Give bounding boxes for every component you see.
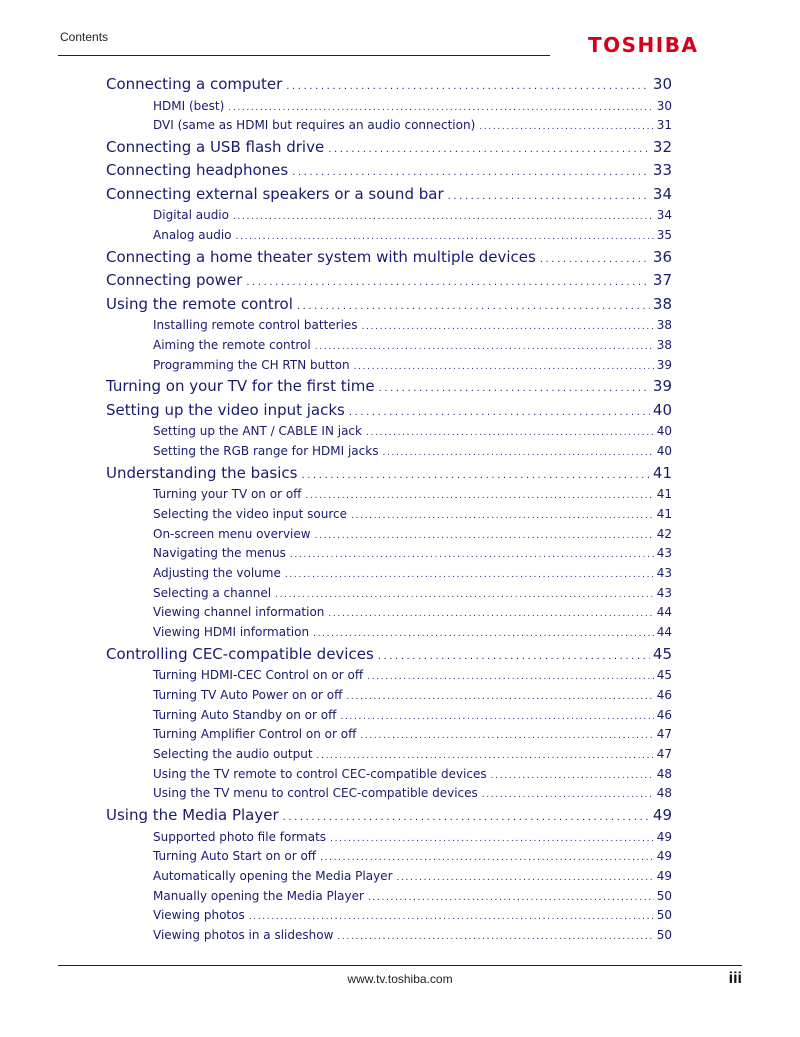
toc-entry-section[interactable]	[106, 926, 672, 946]
toc-entry-title: Manually opening the Media Player	[153, 888, 364, 903]
toc-entry-title: Programming the CH RTN button	[153, 357, 350, 372]
toc-entry-section[interactable]	[106, 485, 672, 505]
toc-entry-section[interactable]	[106, 544, 672, 564]
footer-url[interactable]: www.tv.toshiba.com	[347, 972, 453, 986]
toc-entry-section[interactable]	[106, 442, 672, 462]
dot-leader	[285, 566, 654, 584]
toc-entry-chapter[interactable]	[106, 399, 672, 423]
dot-leader	[351, 507, 654, 525]
toc-entry-chapter[interactable]	[106, 136, 672, 160]
dot-leader	[286, 75, 650, 97]
toc-entry-page: 49	[652, 806, 672, 824]
dot-leader	[366, 424, 654, 442]
dot-leader	[246, 271, 650, 293]
dot-leader	[292, 161, 650, 183]
toc-entry-title: Turning Amplifier Control on or off	[153, 727, 357, 742]
toc-entry-title: On-screen menu overview	[153, 526, 311, 541]
toc-entry-section[interactable]	[106, 867, 672, 887]
footer-page-number: iii	[728, 970, 742, 987]
dot-leader	[337, 928, 653, 946]
dot-leader	[378, 645, 650, 667]
toc-entry-section[interactable]	[106, 97, 672, 117]
toc-entry-page: 49	[656, 849, 672, 864]
toc-entry-title: Turning on your TV for the first time	[106, 377, 375, 396]
toc-entry-title: Using the Media Player	[106, 806, 279, 824]
toc-entry-page: 48	[656, 766, 672, 781]
toc-entry-page: 43	[656, 565, 672, 580]
toc-entry-title: Supported photo file formats	[153, 829, 327, 844]
footer-rule	[58, 965, 742, 966]
toc-entry-title: Using the TV remote to control CEC-compatible devices	[153, 766, 487, 781]
toc-entry-section[interactable]	[106, 725, 672, 745]
dot-leader	[315, 527, 654, 545]
toc-entry-title: Aiming the remote control	[153, 337, 311, 352]
toc-entry-section[interactable]	[106, 887, 672, 907]
toc-entry-title: Setting up the video input jacks	[106, 400, 345, 419]
toc-entry-section[interactable]	[106, 336, 672, 356]
toc-entry-title: Connecting a home theater system with multiple devices	[106, 247, 536, 266]
toc-entry-title: Turning TV Auto Power on or off	[153, 687, 343, 702]
toc-entry-title: Understanding the basics	[106, 463, 298, 482]
toc-entry-chapter[interactable]	[106, 643, 672, 667]
toc-entry-title: Navigating the menus	[153, 546, 286, 561]
dot-leader	[283, 806, 650, 828]
toc-entry-chapter[interactable]	[106, 73, 672, 97]
toc-entry-page: 38	[656, 337, 672, 352]
table-of-contents	[106, 73, 672, 946]
dot-leader	[315, 338, 654, 356]
toc-entry-title: Using the remote control	[106, 294, 293, 313]
toc-entry-chapter[interactable]	[106, 375, 672, 399]
toc-entry-section[interactable]	[106, 706, 672, 726]
toc-entry-page: 46	[656, 687, 672, 702]
toc-entry-section[interactable]	[106, 226, 672, 246]
toc-entry-page: 34	[656, 208, 672, 223]
toc-entry-title: Viewing channel information	[153, 605, 325, 620]
toc-entry-page: 31	[656, 118, 672, 133]
toc-entry-title: Viewing photos in a slideshow	[153, 927, 334, 942]
dot-leader	[297, 295, 650, 317]
dot-leader	[313, 625, 654, 643]
toc-entry-page: 45	[656, 668, 672, 683]
toc-entry-title: Connecting a computer	[106, 75, 283, 93]
dot-leader	[491, 767, 654, 785]
toc-entry-section[interactable]	[106, 906, 672, 926]
toc-entry-page: 40	[656, 424, 672, 439]
toc-entry-title: Connecting a USB flash drive	[106, 137, 325, 156]
toc-entry-page: 41	[652, 463, 672, 482]
dot-leader	[340, 708, 653, 726]
dot-leader	[330, 830, 654, 848]
toc-entry-title: Turning your TV on or off	[153, 487, 302, 502]
toc-entry-section[interactable]	[106, 564, 672, 584]
toc-entry-page: 37	[652, 271, 672, 290]
toc-entry-section[interactable]	[106, 422, 672, 442]
toc-entry-page: 47	[656, 746, 672, 761]
toc-entry-section[interactable]	[106, 765, 672, 785]
toc-entry-page: 34	[652, 184, 672, 203]
toc-entry-section[interactable]	[106, 525, 672, 545]
dot-leader	[360, 727, 653, 745]
dot-leader	[236, 228, 654, 246]
toc-entry-page: 49	[656, 829, 672, 844]
dot-leader	[382, 444, 653, 462]
toc-entry-title: Controlling CEC-compatible devices	[106, 644, 374, 663]
dot-leader	[275, 586, 654, 604]
toc-entry-section[interactable]	[106, 603, 672, 623]
dot-leader	[354, 358, 654, 376]
toc-entry-page: 43	[656, 546, 672, 561]
toc-entry-page: 45	[652, 644, 672, 663]
dot-leader	[349, 401, 650, 423]
toc-entry-page: 33	[652, 161, 672, 180]
dot-leader	[368, 889, 654, 907]
toc-entry-title: Digital audio	[153, 208, 229, 223]
brand-logo: TOSHIBA	[588, 33, 699, 57]
toc-entry-title: Viewing HDMI information	[153, 625, 310, 639]
toc-entry-section[interactable]	[106, 316, 672, 336]
toc-entry-page: 47	[656, 727, 672, 742]
toc-entry-title: Selecting the audio output	[153, 746, 313, 761]
toc-entry-chapter[interactable]	[106, 246, 672, 270]
toc-entry-title: Analog audio	[153, 228, 232, 243]
toc-entry-section[interactable]	[106, 206, 672, 226]
toc-entry-section[interactable]	[106, 356, 672, 376]
dot-leader	[317, 747, 654, 765]
toc-entry-title: HDMI (best)	[153, 98, 225, 113]
dot-leader	[320, 849, 654, 867]
toc-entry-chapter[interactable]	[106, 293, 672, 317]
dot-leader	[479, 118, 653, 136]
toc-entry-title: Connecting power	[106, 271, 243, 290]
dot-leader	[328, 138, 650, 160]
toc-entry-title: Selecting a channel	[153, 585, 272, 600]
toc-entry-page: 44	[656, 625, 672, 639]
toc-entry-title: Selecting the video input source	[153, 506, 348, 521]
toc-entry-page: 42	[656, 526, 672, 541]
toc-entry-page: 30	[652, 75, 672, 93]
toc-entry-section[interactable]	[106, 505, 672, 525]
dot-leader	[540, 248, 650, 270]
toc-entry-title: Setting the RGB range for HDMI jacks	[153, 444, 379, 458]
toc-entry-section[interactable]	[106, 116, 672, 136]
toc-entry-page: 48	[656, 786, 672, 801]
toc-entry-title: Connecting headphones	[106, 161, 289, 180]
toc-entry-section[interactable]	[106, 686, 672, 706]
toc-entry-title: Using the TV menu to control CEC-compatible devices	[153, 786, 478, 801]
dot-leader	[290, 546, 654, 564]
toc-entry-page: 46	[656, 707, 672, 722]
toc-entry-page: 39	[656, 357, 672, 372]
toc-entry-section[interactable]	[106, 828, 672, 848]
toc-entry-section[interactable]	[106, 666, 672, 686]
toc-entry-page: 50	[656, 927, 672, 942]
toc-entry-page: 30	[656, 98, 672, 113]
dot-leader	[362, 318, 654, 336]
toc-entry-page: 41	[656, 487, 672, 502]
toc-entry-page: 39	[652, 377, 672, 396]
toc-entry-title: Automatically opening the Media Player	[153, 868, 393, 883]
toc-entry-page: 49	[656, 868, 672, 883]
toc-entry-title: Connecting external speakers or a sound bar	[106, 184, 444, 203]
toc-entry-page: 38	[656, 318, 672, 333]
dot-leader	[397, 869, 654, 887]
toc-entry-title: Viewing photos	[153, 908, 245, 923]
toc-entry-title: Setting up the ANT / CABLE IN jack	[153, 424, 362, 439]
toc-entry-page: 40	[656, 444, 672, 458]
toc-entry-title: Turning Auto Start on or off	[153, 849, 317, 864]
header-rule	[58, 55, 550, 56]
dot-leader	[328, 605, 653, 623]
toc-entry-title: Turning HDMI-CEC Control on or off	[153, 668, 364, 683]
toc-entry-page: 32	[652, 137, 672, 156]
toc-entry-page: 38	[652, 294, 672, 313]
toc-entry-section[interactable]	[106, 784, 672, 804]
toc-entry-page: 43	[656, 585, 672, 600]
toc-entry-section[interactable]	[106, 623, 672, 643]
toc-entry-page: 41	[656, 506, 672, 521]
dot-leader	[482, 786, 654, 804]
toc-entry-title: DVI (same as HDMI but requires an audio connection)	[153, 118, 476, 133]
toc-entry-chapter[interactable]	[106, 159, 672, 183]
dot-leader	[249, 908, 654, 926]
toc-entry-page: 50	[656, 908, 672, 923]
toc-entry-section[interactable]	[106, 584, 672, 604]
header-section-label: Contents	[60, 30, 109, 44]
toc-entry-chapter[interactable]	[106, 269, 672, 293]
toc-entry-page: 50	[656, 888, 672, 903]
dot-leader	[346, 688, 653, 706]
toc-entry-chapter[interactable]	[106, 462, 672, 486]
dot-leader	[448, 185, 650, 207]
dot-leader	[305, 487, 653, 505]
dot-leader	[233, 208, 654, 226]
dot-leader	[379, 377, 650, 399]
toc-entry-page: 44	[656, 605, 672, 620]
dot-leader	[228, 99, 653, 117]
toc-entry-title: Turning Auto Standby on or off	[153, 707, 337, 722]
dot-leader	[367, 668, 654, 686]
toc-entry-title: Adjusting the volume	[153, 565, 281, 580]
toc-entry-section[interactable]	[106, 745, 672, 765]
toc-entry-title: Installing remote control batteries	[153, 318, 358, 333]
toc-entry-chapter[interactable]	[106, 183, 672, 207]
toc-entry-page: 40	[652, 400, 672, 419]
toc-entry-chapter[interactable]	[106, 804, 672, 828]
toc-entry-page: 36	[652, 247, 672, 266]
toc-entry-page: 35	[656, 228, 672, 243]
dot-leader	[301, 464, 649, 486]
toc-entry-section[interactable]	[106, 847, 672, 867]
